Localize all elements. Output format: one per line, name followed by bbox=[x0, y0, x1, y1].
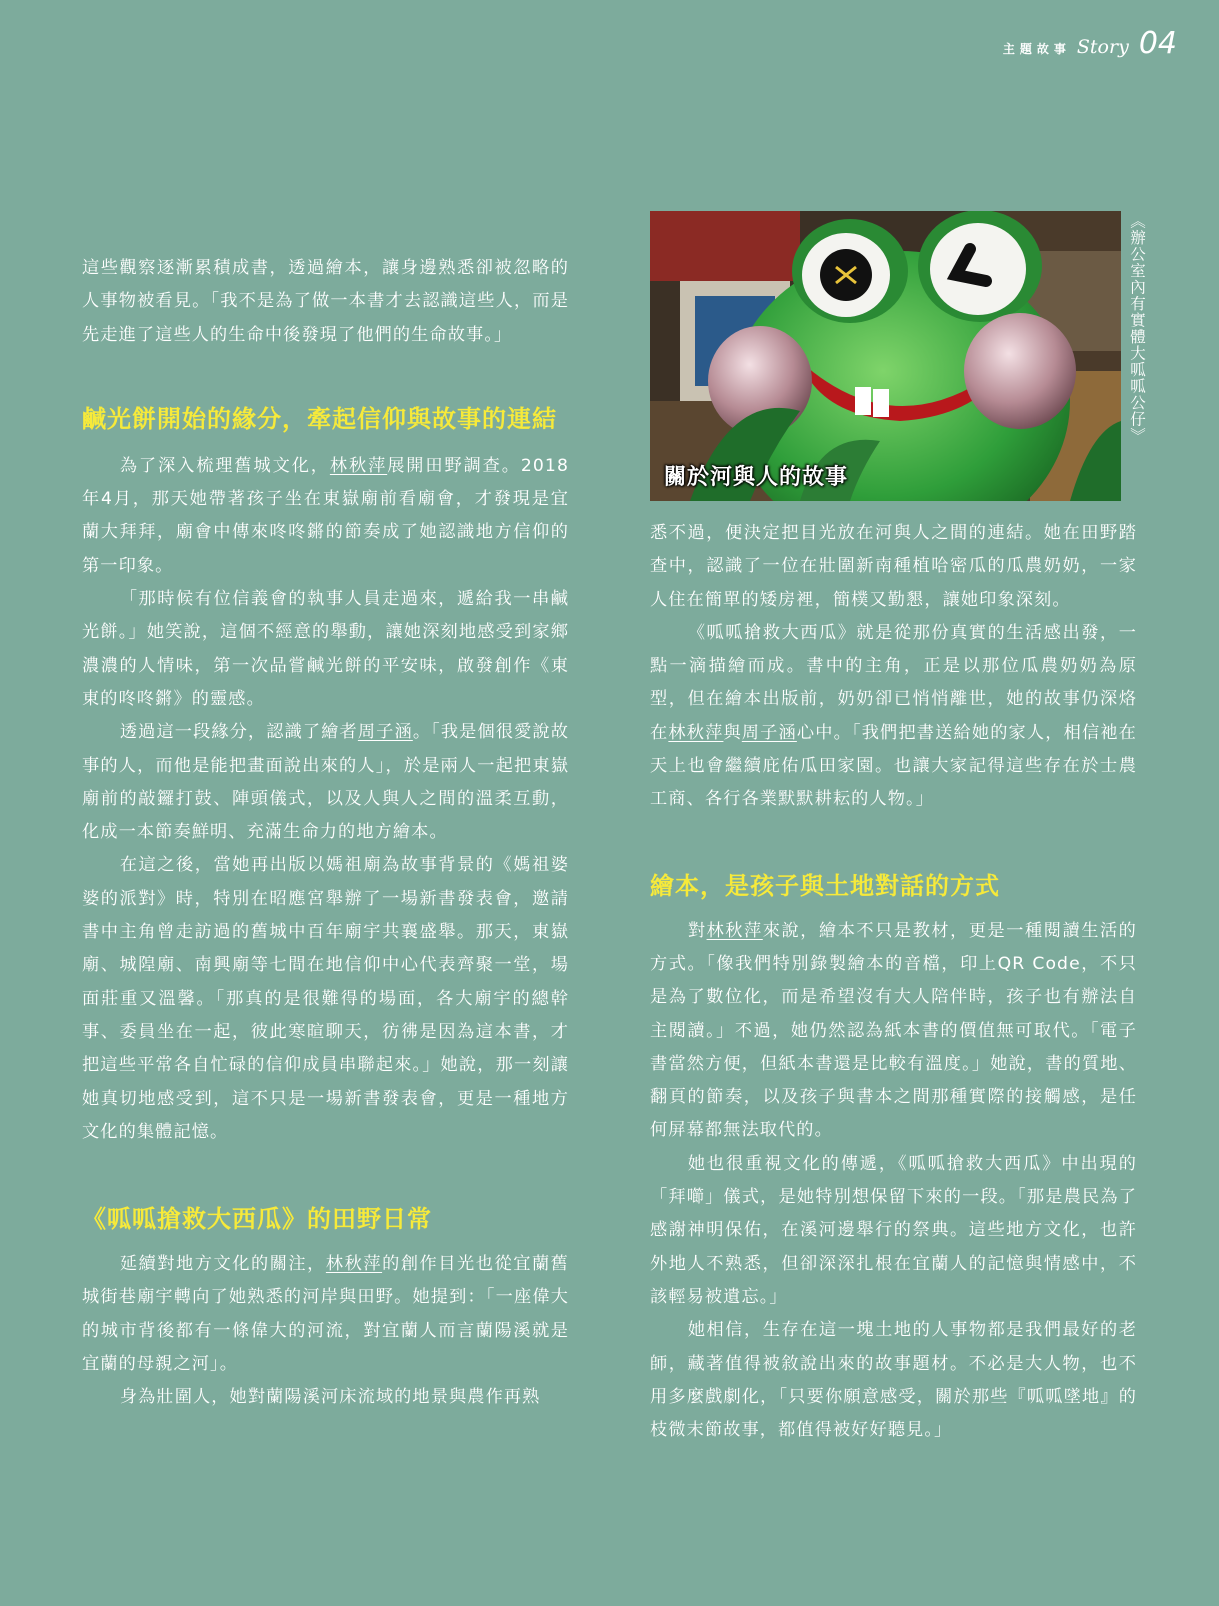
paragraph: 她相信，生存在這一塊土地的人事物都是我們最好的老師，藏著值得被敘說出來的故事題材。不必是大人物，也不用多麼戲劇化，「只要你願意感受，關於那些『呱呱墜地』的枝微末節故事，都值得被好好聽見。」 bbox=[650, 1320, 1137, 1441]
right-column bbox=[650, 517, 1137, 1447]
author-name: 林秋萍 bbox=[668, 722, 724, 743]
section-label-en: Story bbox=[1076, 36, 1129, 58]
photo-illustration bbox=[650, 211, 1121, 501]
author-name: 林秋萍 bbox=[325, 1254, 383, 1275]
section-label-zh: 主題故事 bbox=[1002, 42, 1071, 56]
paragraph: 她也很重視文化的傳遞，《呱呱搶救大西瓜》中出現的「拜㘉」儀式，是她特別想保留下來的一段。「那是農民為了感謝神明保佑，在溪河邊舉行的祭典。這些地方文化，也許外地人不熟悉，但卻深深扎根在宜蘭人的記憶與情感中，不該輕易被遺忘。」 bbox=[650, 1153, 1137, 1307]
paragraph: 在這之後，當她再出版以媽祖廟為故事背景的《媽祖婆婆的派對》時，特別在昭應宮舉辦了一場新書發表會，邀請書中主角曾走訪過的舊城中百年廟宇共襄盛舉。那天，東嶽廟、城隍廟、南興廟等七間在地信仰中心代表齊聚一堂，場面莊重又溫馨。「那真的是很難得的場面，各大廟宇的總幹事、委員坐在一起，彼此寒暄聊天，彷彿是因為這本書，才把這些平常各自忙碌的信仰成員串聯起來。」她說，那一刻讓她真切地感受到，這不只是一場新書發表會，更是一種地方文化的集體記憶。 bbox=[82, 855, 569, 1142]
page-number: 04 bbox=[1138, 26, 1177, 61]
photo-caption: 關於河與人的故事 bbox=[664, 464, 849, 490]
paragraph: 悉不過，便決定把目光放在河與人之間的連結。她在田野踏查中，認識了一位在壯圍新南種植哈密瓜的瓜農奶奶，一家人住在簡單的矮房裡，簡樸又勤懇，讓她印象深刻。 bbox=[650, 523, 1137, 610]
paragraph: 《呱呱搶救大西瓜》就是從那份真實的生活感出發，一點一滴描繪而成。書中的主角，正是以那位瓜農奶奶為原型，但在繪本出版前，奶奶卻已悄悄離世，她的故事仍深烙在林秋萍與周子涵心中。「我們把書送給她的家人，相信祂在天上也會繼續庇佑瓜田家園。也讓大家記得這些存在於士農工商、各行各業默默耕耘的人物。」 bbox=[650, 622, 1137, 810]
frog-figure-photo bbox=[650, 211, 1121, 501]
paragraph: 身為壯圍人，她對蘭陽溪河床流域的地景與農作再熟 bbox=[119, 1387, 541, 1408]
intro-paragraph: 這些觀察逐漸累積成書，透過繪本，讓身邊熟悉卻被忽略的人事物被看見。「我不是為了做一本書才去認識這些人，而是先走進了這些人的生命中後發現了他們的生命故事。」 bbox=[82, 258, 569, 345]
section-heading-2: 《呱呱搶救大西瓜》的田野日常 bbox=[82, 1204, 432, 1234]
paragraph: 為了深入梳理舊城文化，林秋萍展開田野調查。2018年4月，那天她帶著孩子坐在東嶽廟前看廟會，才發現是宜蘭大拜拜，廟會中傳來咚咚鏘的節奏成了她認識地方信仰的第一印象。 bbox=[82, 455, 569, 576]
photo-side-caption: 《辦公室內有實體大呱呱公仔》 bbox=[1128, 213, 1146, 444]
illustrator-name: 周子涵 bbox=[357, 722, 413, 743]
section-heading-3: 繪本，是孩子與土地對話的方式 bbox=[650, 870, 1000, 900]
paragraph: 對林秋萍來說，繪本不只是教材，更是一種閱讀生活的方式。「像我們特別錄製繪本的音檔，印上QR Code，不只是為了數位化，而是希望沒有大人陪伴時，孩子也有辦法自主閱讀。」不過，她仍然認為紙本書的價值無可取代。「電子書當然方便，但紙本書還是比較有溫度。」她說，書的質地、翻頁的節奏，以及孩子與書本之間那種實際的接觸感，是任何屏幕都無法取代的。 bbox=[650, 920, 1137, 1141]
paragraph: 透過這一段緣分，認識了繪者周子涵。「我是個很愛說故事的人，而他是能把畫面說出來的人」，於是兩人一起把東嶽廟前的敲鑼打鼓、陣頭儀式，以及人與人之間的溫柔互動，化成一本節奏鮮明、充滿生命力的地方繪本。 bbox=[82, 722, 569, 843]
section-heading-1: 鹹光餅開始的緣分，牽起信仰與故事的連結 bbox=[82, 403, 557, 433]
page-header bbox=[1003, 26, 1177, 61]
illustrator-name: 周子涵 bbox=[741, 722, 797, 743]
author-name: 林秋萍 bbox=[329, 455, 388, 476]
author-name: 林秋萍 bbox=[706, 920, 763, 941]
paragraph: 延續對地方文化的關注，林秋萍的創作目光也從宜蘭舊城街巷廟宇轉向了她熟悉的河岸與田野。她提到：「一座偉大的城市背後都有一條偉大的河流，對宜蘭人而言蘭陽溪就是宜蘭的母親之河」。 bbox=[82, 1254, 569, 1375]
left-column bbox=[82, 252, 569, 1415]
paragraph: 「那時候有位信義會的執事人員走過來，遞給我一串鹹光餅。」她笑說，這個不經意的舉動，讓她深刻地感受到家鄉濃濃的人情味，第一次品嘗鹹光餅的平安味，啟發創作《東東的咚咚鏘》的靈感。 bbox=[82, 589, 569, 709]
